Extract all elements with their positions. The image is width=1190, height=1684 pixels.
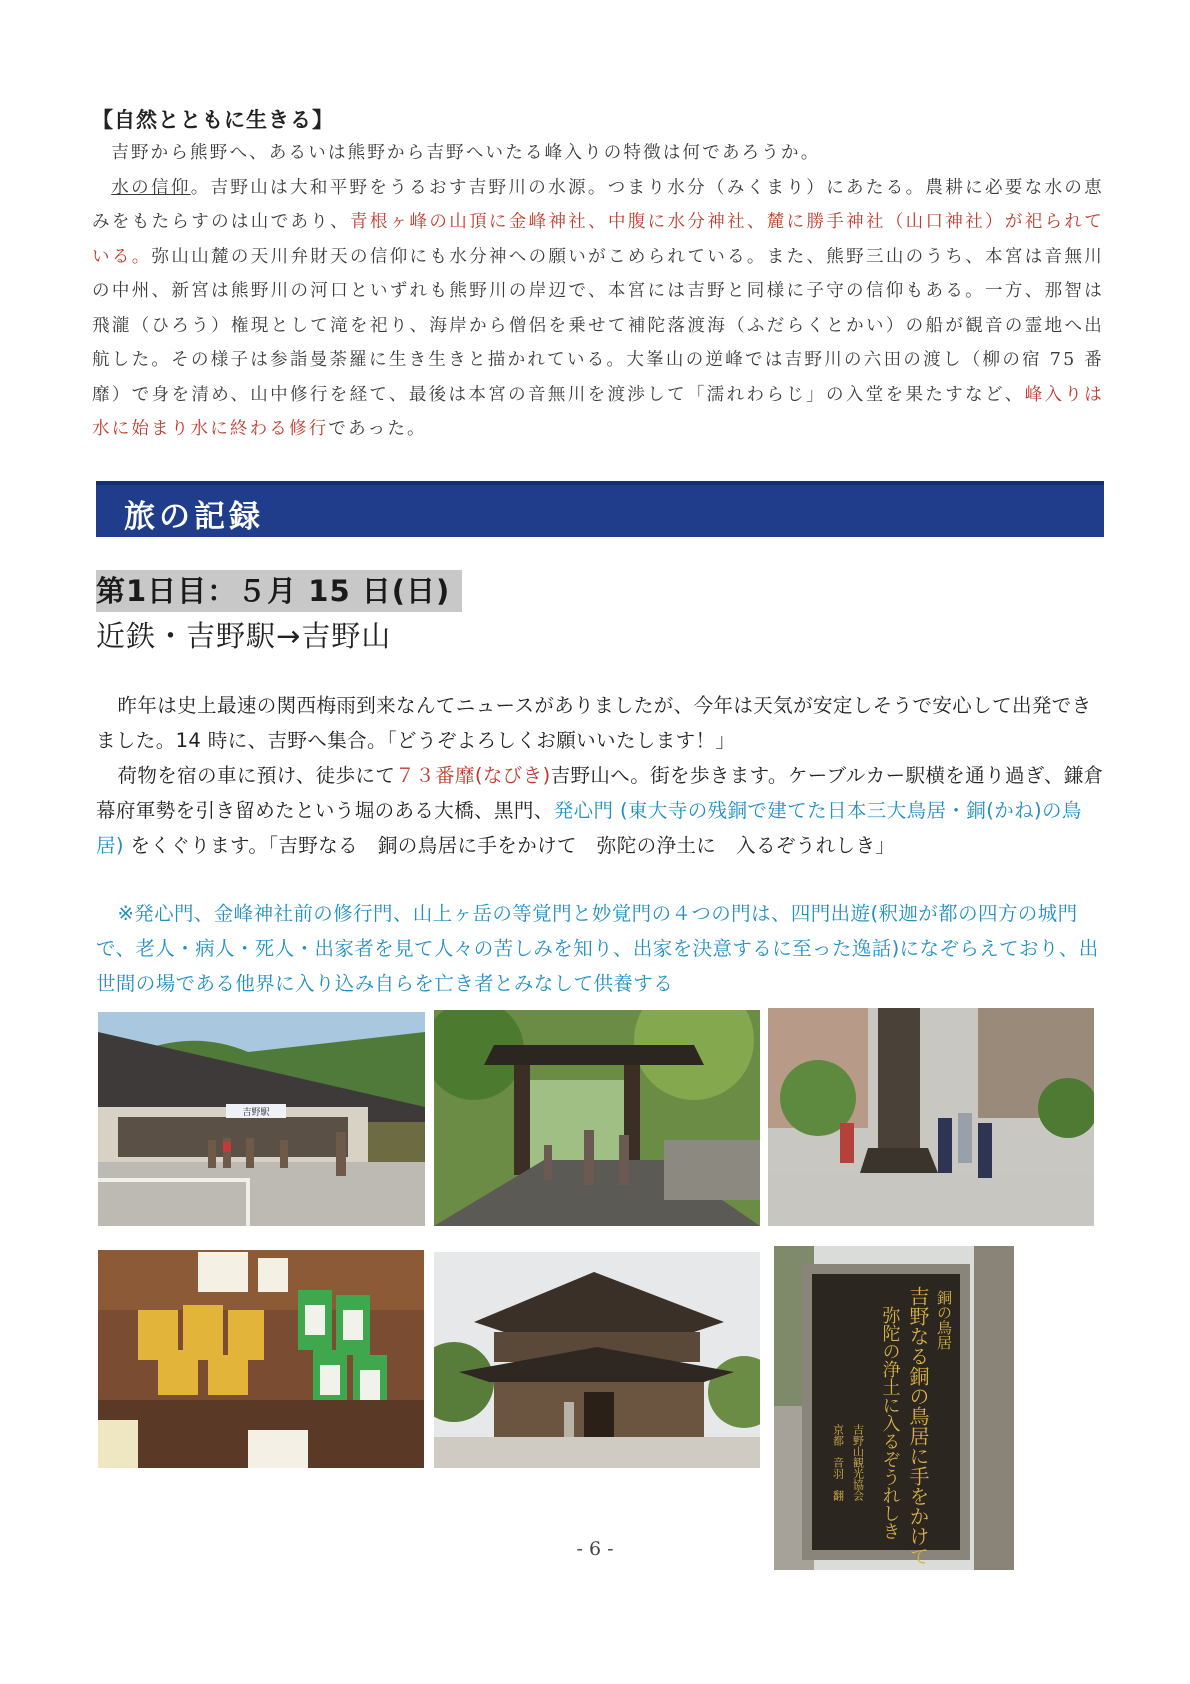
highlight-red: 青根ヶ峰の山頂に金峰神社、中腹に水分神社、麓に勝手神社（山口神社）が祀られている。 — [92, 212, 1104, 267]
travel-record-banner — [96, 481, 1104, 537]
highlight-red: ７３番靡(なびき) — [395, 764, 551, 787]
route-title: 近鉄・吉野駅→吉野山 — [96, 619, 392, 653]
photo-yoshino-station — [98, 1012, 425, 1226]
text-run: 昨年は史上最速の関西梅雨到来なんてニュースがありましたが、今年は天気が安定しそうで安心して出発できました。14 時に、吉野へ集合。「どうぞよろしくお願いいたします！」 — [96, 694, 1092, 752]
trip-narrative — [96, 688, 1106, 863]
narrative-paragraph — [96, 758, 1106, 863]
text-run: 弥山山麓の天川弁財天の信仰にも水分神への願いがこめられている。また、熊野三山のうち、本宮は音無川の中州、新宮は熊野川の河口といずれも熊野川の岸辺で、本宮には吉野と同様に子守の信仰もある。一方、那智は飛瀧（ひろう）権現として滝を祀り、海岸から僧侶を乗せて補陀落渡海（ふだらくとかい）の船が観音の霊地へ出航した。その様子は参詣曼荼羅に生き生きと描かれている。大峯山の逆峰では吉野川の六田の渡し（柳の宿 75 番靡）で身を清め、山中修行を経て、最後は本宮の音無川を渡渉して「濡れわらじ」の入堂を果たすなど、 — [92, 246, 1104, 405]
text-run: をくぐります。「吉野なる 銅の鳥居に手をかけて 弥陀の浄土に 入るぞうれしき」 — [123, 834, 896, 857]
banner-title: 旅の記録 — [124, 499, 264, 535]
photo-black-gate — [434, 1010, 760, 1226]
monument-poem-1: 吉野なる銅の鳥居に手をかけて — [906, 1286, 930, 1566]
monument-credit-2: 京都 音羽 翻 — [831, 1424, 845, 1501]
page-number: - 6 - — [576, 1538, 614, 1560]
shimon-note — [96, 896, 1106, 1001]
text-run: 吉野山へ。街を歩きます。ケーブルカー駅横を通り過ぎ、鎌倉幕府軍勢を引き留めたという堀のある大橋、黒門、 — [96, 764, 1104, 822]
day-label: 第1日目：５月 15 日(日) — [96, 570, 462, 612]
essay-paragraph — [92, 171, 1104, 447]
text-run: であった。 — [328, 419, 427, 439]
highlight-blue: 発心門 (東大寺の残銅で建てた日本三大鳥居・銅(かね)の鳥居) — [96, 799, 1082, 857]
essay-text — [92, 136, 1104, 447]
monument-poem-2: 弥陀の浄土に入るぞうれしき — [879, 1306, 901, 1540]
photo-bronze-torii — [768, 1008, 1094, 1226]
section-heading: 【自然とともに生きる】 — [92, 108, 334, 132]
text-run: 荷物を宿の車に預け、徒歩にて — [117, 764, 396, 787]
underlined-term: 水の信仰 — [111, 177, 191, 198]
photo-zaodo-hall — [434, 1252, 760, 1468]
monument-title: 銅の鳥居 — [935, 1290, 953, 1350]
photo-souvenir-shop — [98, 1250, 424, 1468]
narrative-paragraph — [96, 688, 1106, 758]
essay-paragraph — [92, 136, 1104, 171]
highlight-red: 峰入りは水に始まり水に終わる修行 — [92, 384, 1104, 439]
station-sign-text: 吉野駅 — [242, 1108, 270, 1118]
text-run: 。吉野山は大和平野をうるおす吉野川の水源。つまり水分（みくまり）にあたる。農耕に必要な水の恵みをもたらすのは山であり、 — [92, 177, 1104, 232]
monument-credit-1: 吉野山観光協会 — [851, 1424, 865, 1501]
note-text: ※発心門、金峰神社前の修行門、山上ヶ岳の等覚門と妙覚門の４つの門は、四門出遊(釈迦が都の四方の城門で、老人・病人・死人・出家者を見て人々の苦しみを知り、出家を決意するに至った逸話)になぞらえており、出世間の場である他界に入り込み自らを亡き者とみなして供養する — [96, 902, 1099, 995]
photo-torii-monument — [774, 1246, 1014, 1570]
text-run: 吉野から熊野へ、あるいは熊野から吉野へいたる峰入りの特徴は何であろうか。 — [111, 143, 821, 163]
